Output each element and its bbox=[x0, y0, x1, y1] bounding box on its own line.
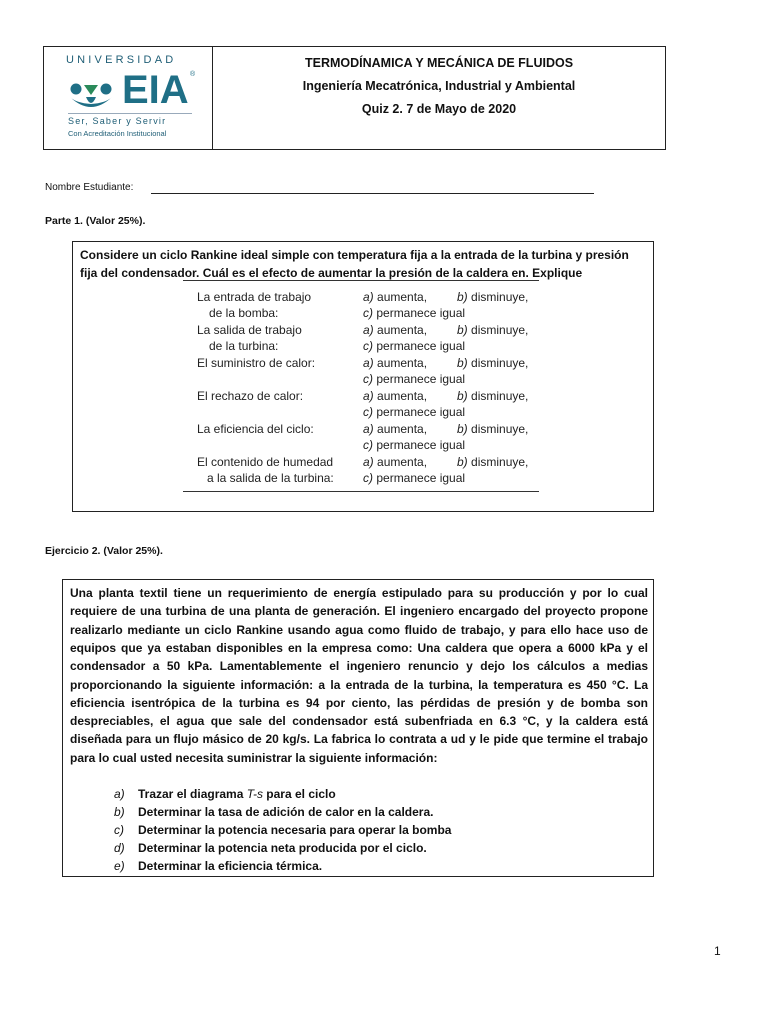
task-text: Determinar la potencia neta producida por el ciclo. bbox=[138, 841, 427, 855]
option-b-text: disminuye, bbox=[471, 356, 529, 370]
option-a-text: aumenta, bbox=[377, 422, 428, 436]
exercise2-box bbox=[62, 579, 654, 877]
option-c-text: permanece igual bbox=[376, 372, 466, 386]
option-a bbox=[363, 454, 427, 470]
option-c-text: permanece igual bbox=[376, 405, 466, 419]
part1-question-line2: fija del condensador. Cuál es el efecto de aumentar la presión de la caldera en. Explique bbox=[80, 266, 583, 280]
option-a-letter: a) bbox=[363, 455, 374, 469]
option-c-letter: c) bbox=[363, 306, 373, 320]
option-b bbox=[457, 289, 528, 305]
exercise2-text-line: realizarlo mediante un ciclo Rankine usando agua como fluido de trabajo, y para ello hace uso de bbox=[70, 622, 648, 637]
option-c bbox=[363, 305, 465, 321]
option-a bbox=[363, 355, 427, 371]
option-a bbox=[363, 289, 427, 305]
option-row-label-cont: de la turbina: bbox=[209, 339, 279, 353]
option-c-letter: c) bbox=[363, 372, 373, 386]
task-letter-text: d) bbox=[114, 841, 125, 855]
student-name-line[interactable] bbox=[151, 193, 594, 194]
option-a-letter: a) bbox=[363, 356, 374, 370]
logo-university-text: UNIVERSIDAD bbox=[66, 54, 177, 66]
option-b-letter: b) bbox=[457, 323, 468, 337]
option-c-text: permanece igual bbox=[376, 471, 466, 485]
option-row-label: La eficiencia del ciclo: bbox=[197, 422, 314, 436]
logo-motto: Ser, Saber y Servir bbox=[68, 116, 167, 126]
option-a bbox=[363, 322, 427, 338]
option-a-text: aumenta, bbox=[377, 323, 428, 337]
option-c bbox=[363, 437, 465, 453]
logo-cell bbox=[44, 47, 213, 149]
task-item bbox=[138, 803, 433, 821]
logo-registered: ® bbox=[190, 71, 196, 78]
task-item bbox=[138, 785, 336, 803]
task-letter-text: b) bbox=[114, 805, 125, 819]
option-b-letter: b) bbox=[457, 455, 468, 469]
option-a-letter: a) bbox=[363, 389, 374, 403]
option-c bbox=[363, 371, 465, 387]
programs-line: Ingeniería Mecatrónica, Industrial y Ambiental bbox=[302, 79, 576, 93]
part1-question-line1: Considere un ciclo Rankine ideal simple con temperatura fija a la entrada de la turbina y presión bbox=[80, 248, 629, 262]
exercise2-text-line: equipos que ya estaban disponibles en la empresa como: Una caldera que opera a 6000 kPa y el bbox=[70, 640, 648, 655]
exercise2-text-line: condensador a 50 kPa. Lamentablemente el ingeniero renuncio y dejo los cálculos a medias bbox=[70, 659, 648, 674]
task-letter-text: e) bbox=[114, 859, 125, 873]
exercise2-heading: Ejercicio 2. (Valor 25%). bbox=[45, 545, 163, 557]
logo-accreditation: Con Acreditación Institucional bbox=[68, 129, 167, 138]
option-a-letter: a) bbox=[363, 323, 374, 337]
option-row-label: El contenido de humedad bbox=[197, 455, 334, 469]
task-item bbox=[138, 857, 322, 875]
page-number: 1 bbox=[714, 944, 721, 958]
logo-divider bbox=[68, 113, 192, 114]
exercise2-text-line: eficiencia isentrópica de la turbina es 94 por ciento, las pérdidas de presión y de bomba son bbox=[70, 695, 648, 710]
option-c-letter: c) bbox=[363, 405, 373, 419]
task-letter bbox=[114, 839, 125, 857]
task-item bbox=[138, 839, 427, 857]
part1-box bbox=[72, 241, 654, 512]
option-row-label: El rechazo de calor: bbox=[197, 389, 304, 403]
option-c-text: permanece igual bbox=[376, 306, 466, 320]
option-b-letter: b) bbox=[457, 356, 468, 370]
option-b bbox=[457, 355, 528, 371]
option-b bbox=[457, 388, 528, 404]
option-b-text: disminuye, bbox=[471, 323, 529, 337]
task-text: Determinar la tasa de adición de calor en la caldera. bbox=[138, 805, 434, 819]
option-b bbox=[457, 454, 528, 470]
course-title: TERMODÍNAMICA Y MECÁNICA DE FLUIDOS bbox=[304, 56, 574, 70]
task-letter bbox=[114, 785, 125, 803]
option-row-label-cont: de la bomba: bbox=[209, 306, 279, 320]
option-c bbox=[363, 338, 465, 354]
option-b-letter: b) bbox=[457, 389, 468, 403]
option-c bbox=[363, 470, 465, 486]
option-b-text: disminuye, bbox=[471, 455, 529, 469]
option-a-text: aumenta, bbox=[377, 389, 428, 403]
task-letter-text: c) bbox=[114, 823, 124, 837]
exercise2-text-line: Una planta textil tiene un requerimiento de energía estipulado para su producción y por lo cual bbox=[70, 586, 648, 600]
option-a bbox=[363, 388, 427, 404]
quiz-line: Quiz 2. 7 de Mayo de 2020 bbox=[361, 102, 517, 116]
option-c-text: permanece igual bbox=[376, 438, 466, 452]
task-letter-text: a) bbox=[114, 787, 125, 801]
task-text: Determinar la eficiencia térmica. bbox=[138, 859, 323, 873]
option-b-text: disminuye, bbox=[471, 290, 529, 304]
option-row-label-cont: a la salida de la turbina: bbox=[207, 471, 334, 485]
task-letter bbox=[114, 857, 125, 875]
option-row-label: El suministro de calor: bbox=[197, 356, 316, 370]
task-item bbox=[138, 821, 451, 839]
student-name-label: Nombre Estudiante: bbox=[45, 182, 134, 193]
exercise2-text-line: para lo cual usted necesita suministrar la siguiente información: bbox=[70, 750, 438, 765]
part1-heading: Parte 1. (Valor 25%). bbox=[45, 215, 146, 227]
exercise2-text-line: diseñada para un flujo másico de 20 kg/s. La fabrica lo contrata a ud y le pide que termine el trabajo bbox=[70, 732, 648, 747]
option-b-text: disminuye, bbox=[471, 389, 529, 403]
exercise2-text-line: proporcionando la siguiente información: a la entrada de la turbina, la temperatura es 450 °C. La bbox=[70, 677, 648, 692]
exercise2-text-line: requiere de una turbina de una planta de generación. El ingeniero encargado del proyecto propone bbox=[70, 604, 648, 619]
option-a-letter: a) bbox=[363, 290, 374, 304]
owl-logo-icon bbox=[66, 73, 116, 113]
task-letter bbox=[114, 803, 125, 821]
task-text-post: para el ciclo bbox=[262, 787, 336, 801]
exercise2-text-line: despreciables, el agua que sale del condensador está subenfriada en 6.3 °C, y la caldera está bbox=[70, 714, 648, 729]
option-c-text: permanece igual bbox=[376, 339, 466, 353]
option-a bbox=[363, 421, 427, 437]
option-c-letter: c) bbox=[363, 471, 373, 485]
option-b bbox=[457, 322, 528, 338]
option-c bbox=[363, 404, 465, 420]
option-a-text: aumenta, bbox=[377, 455, 428, 469]
task-text-italic: T-s bbox=[246, 787, 263, 801]
option-b-letter: b) bbox=[457, 422, 468, 436]
task-letter bbox=[114, 821, 124, 839]
option-a-text: aumenta, bbox=[377, 356, 428, 370]
option-b bbox=[457, 421, 528, 437]
option-row-label: La entrada de trabajo bbox=[197, 290, 312, 304]
option-b-text: disminuye, bbox=[471, 422, 529, 436]
task-text: Trazar el diagrama bbox=[138, 787, 247, 801]
title-cell bbox=[213, 47, 665, 149]
option-c-letter: c) bbox=[363, 438, 373, 452]
header-box bbox=[43, 46, 666, 150]
task-text: Determinar la potencia necesaria para operar la bomba bbox=[138, 823, 452, 837]
logo-eia: EIA bbox=[122, 68, 189, 112]
option-c-letter: c) bbox=[363, 339, 373, 353]
table-bottom-rule bbox=[183, 491, 539, 492]
option-b-letter: b) bbox=[457, 290, 468, 304]
option-a-text: aumenta, bbox=[377, 290, 428, 304]
option-row-label: La salida de trabajo bbox=[197, 323, 302, 337]
option-a-letter: a) bbox=[363, 422, 374, 436]
table-top-rule bbox=[183, 280, 539, 281]
